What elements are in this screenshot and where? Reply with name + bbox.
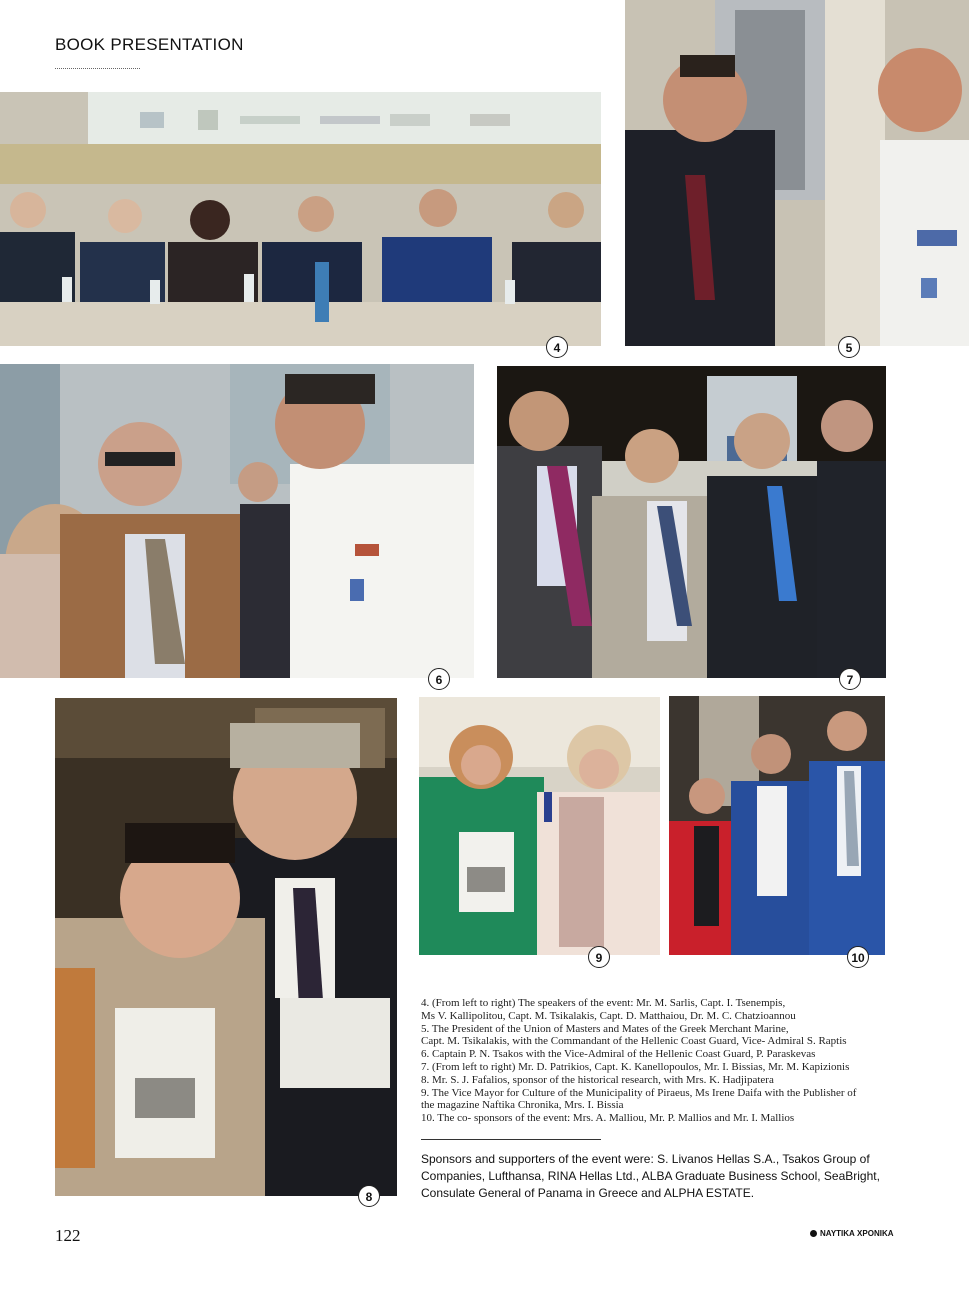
caption-line: Ms V. Kallipolitou, Capt. M. Tsikalakis, Capt. D. Matthaiou, Dr. M. C. Chatzioannou [421,1009,796,1022]
photo-number-4: 4 [546,336,568,358]
caption-line: 7. (From left to right) Mr. D. Patrikios, Capt. K. Kanellopoulos, Mr. I. Bissias, Mr. M. Kapizionis [421,1060,850,1073]
caption-divider [421,1139,601,1140]
caption-line: Capt. M. Tsikalakis, with the Commandant of the Hellenic Coast Guard, Vice- Admiral S. Raptis [421,1035,847,1048]
photo-number-5: 5 [838,336,860,358]
caption-line: 5. The President of the Union of Masters and Mates of the Greek Merchant Marine, [421,1022,789,1035]
photo-number-8: 8 [358,1185,380,1207]
photo-7-four-men [497,366,886,678]
caption-line: 6. Captain P. N. Tsakos with the Vice-Admiral of the Hellenic Coast Guard, P. Paraskevas [421,1048,816,1061]
caption-line: 10. The co- sponsors of the event: Mrs. A. Malliou, Mr. P. Mallios and Mr. I. Mallios [421,1112,795,1125]
photo-9-two-women [419,697,660,955]
caption-line: 4. (From left to right) The speakers of the event: Mr. M. Sarlis, Capt. I. Tsenempis, [421,997,786,1009]
photo-number-10: 10 [847,946,869,968]
photo-number-7: 7 [839,668,861,690]
sponsors-note: Sponsors and supporters of the event were: S. Livanos Hellas S.A., Tsakos Group of Companies, Lufthansa, RINA Hellas Ltd., ALBA Graduate Business School, SeaBright, Consulate General of Panama in Greece and ALPHA ESTATE. [421,1152,880,1200]
photo-4-panel [0,92,601,346]
photo-8-sponsor [55,698,397,1196]
photo-6-admiral [0,364,474,678]
photo-5-handshake [625,0,969,346]
magazine-name: ΝΑΥΤΙΚΑ ΧΡΟΝΙΚΑ [820,1229,894,1238]
photo-number-9: 9 [588,946,610,968]
section-title: BOOK PRESENTATION [55,35,244,54]
caption-line: 9. The Vice Mayor for Culture of the Municipality of Piraeus, Ms Irene Daifa with the Publisher of [421,1086,857,1099]
caption-line: the magazine Naftika Chronika, Mrs. I. Bissia [421,1099,624,1112]
page-number: 122 [55,1226,81,1245]
title-underline [55,68,140,69]
logo-mark-icon [810,1230,817,1237]
photo-number-6: 6 [428,668,450,690]
photo-captions [421,997,883,1125]
magazine-logo [810,1229,894,1238]
photo-10-co-sponsors [669,696,885,955]
caption-line: 8. Mr. S. J. Fafalios, sponsor of the historical research, with Mrs. K. Hadjipatera [421,1073,774,1086]
